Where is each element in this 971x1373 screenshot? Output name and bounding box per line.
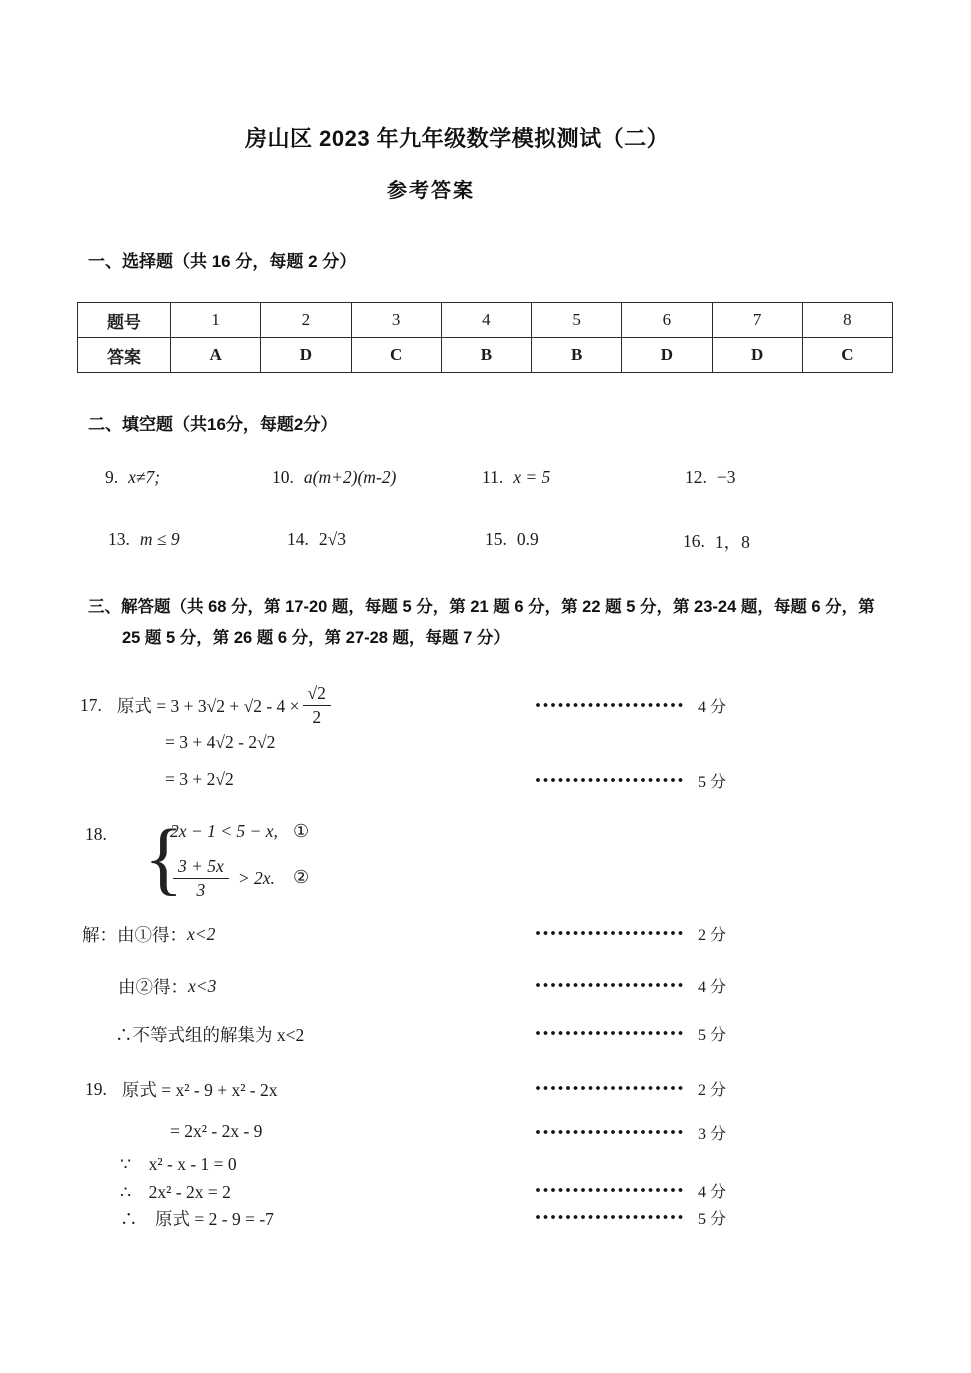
fill-answer-number: 9. <box>105 467 119 487</box>
equation-tag-1: ① <box>293 821 310 841</box>
problem18-score-line1 <box>535 923 726 943</box>
fill-answer-number: 13. <box>108 529 130 549</box>
score-label: 5 分 <box>698 1026 727 1044</box>
fill-answer-number: 15. <box>485 529 507 549</box>
problem19-line5: ∴ 原式 = 2 - 9 = -7 <box>120 1209 274 1229</box>
problem19-score-line1 <box>535 1078 726 1098</box>
fill-answer-number: 14. <box>287 529 309 549</box>
dotted-leader <box>535 1030 685 1036</box>
table-row-answers <box>78 338 893 373</box>
fill-answer-value: a(m+2)(m-2) <box>303 467 397 487</box>
answer-cell: C <box>351 338 441 373</box>
section3-heading-line2: 25 题 5 分，第 26 题 6 分，第 27-28 题，每题 7 分） <box>122 629 510 647</box>
fill-answer-value: −3 <box>716 467 736 487</box>
fraction-numerator: √2 <box>303 683 331 705</box>
left-brace: { <box>144 812 184 903</box>
problem18-inequality2 <box>170 852 275 904</box>
fraction-denominator: 3 <box>196 879 206 900</box>
problem19-expression: 原式 = x² - 9 + x² - 2x <box>121 1080 278 1100</box>
fill-answer-10 <box>272 467 396 488</box>
problem17-line1 <box>80 680 334 730</box>
table-row-question-numbers <box>78 303 893 338</box>
question-number-cell: 1 <box>171 303 261 338</box>
solution-value: x<2 <box>187 924 216 944</box>
page-title: 房山区 2023 年九年级数学模拟测试（二） <box>245 126 670 151</box>
problem17-score-line1 <box>535 695 726 715</box>
fill-answer-12 <box>685 467 736 488</box>
fill-answer-14 <box>287 529 346 550</box>
question-number-cell: 3 <box>351 303 441 338</box>
question-number-cell: 5 <box>532 303 622 338</box>
choice-answer-table <box>77 302 893 373</box>
question-number-cell: 8 <box>802 303 892 338</box>
answer-cell: B <box>532 338 622 373</box>
problem18-score-line2 <box>535 975 726 995</box>
equation-tag-2: ② <box>293 867 310 887</box>
problem18-solution-line2 <box>118 974 216 999</box>
fill-answer-value: 0.9 <box>516 529 539 549</box>
fill-answer-number: 11. <box>482 467 504 487</box>
problem17-number: 17. <box>80 694 102 715</box>
page-subtitle: 参考答案 <box>387 180 475 202</box>
dotted-leader <box>535 1187 685 1193</box>
solution-label: 解：由①得： <box>82 925 187 945</box>
dotted-leader <box>535 930 685 936</box>
problem17-line2: = 3 + 4√2 - 2√2 <box>165 732 276 752</box>
problem19-line3: ∵ x² - x - 1 = 0 <box>120 1154 237 1174</box>
problem19-line1 <box>85 1077 278 1102</box>
score-label: 2 分 <box>698 926 727 944</box>
fill-answer-11 <box>482 467 550 488</box>
answer-cell: C <box>802 338 892 373</box>
fill-answer-value: 2√3 <box>318 529 346 549</box>
inequality2-rest: > 2x. <box>237 867 275 888</box>
fill-answer-number: 10. <box>272 467 294 487</box>
fraction-sqrt2-over-2 <box>303 683 331 726</box>
problem19-score-line2 <box>535 1122 726 1142</box>
fraction-3plus5x-over-3 <box>173 856 229 899</box>
problem19-score-line4 <box>535 1207 726 1227</box>
answer-cell: D <box>712 338 802 373</box>
score-label: 5 分 <box>698 1210 727 1228</box>
problem17-line3: = 3 + 2√2 <box>165 769 234 789</box>
problem18-number: 18. <box>85 824 107 844</box>
answer-cell: A <box>171 338 261 373</box>
dotted-leader <box>535 982 685 988</box>
problem17-expression: 原式 = 3 + 3√2 + √2 - 4 × <box>116 695 300 716</box>
fraction-denominator: 2 <box>312 706 322 727</box>
fill-answer-number: 16. <box>683 531 705 551</box>
dotted-leader <box>535 702 685 708</box>
question-number-cell: 4 <box>441 303 531 338</box>
fill-answer-value: x = 5 <box>513 467 551 487</box>
question-number-cell: 2 <box>261 303 351 338</box>
problem19-line4: ∴ 2x² - 2x = 2 <box>120 1182 231 1202</box>
solution-label: 由②得： <box>118 977 188 997</box>
fill-answer-13 <box>108 529 180 550</box>
score-label: 5 分 <box>698 773 727 791</box>
fill-answer-value: 1，8 <box>714 532 750 552</box>
problem19-line2: = 2x² - 2x - 9 <box>170 1121 263 1141</box>
score-label: 4 分 <box>698 978 727 996</box>
table-header-cell: 题号 <box>78 303 171 338</box>
fill-answer-value: m ≤ 9 <box>139 529 180 549</box>
section1-heading: 一、选择题（共 16 分，每题 2 分） <box>88 252 357 271</box>
problem18-inequality1: 2x − 1 < 5 − x, <box>170 821 278 841</box>
section3-heading-line1: 三、解答题（共 68 分，第 17-20 题，每题 5 分，第 21 题 6 分，第 22 题 5 分，第 23-24 题，每题 6 分，第 <box>88 598 875 616</box>
fill-answer-15 <box>485 529 539 550</box>
fill-answer-9 <box>105 467 160 488</box>
score-label: 3 分 <box>698 1125 727 1143</box>
score-label: 2 分 <box>698 1081 727 1099</box>
score-label: 4 分 <box>698 698 727 716</box>
score-label: 4 分 <box>698 1183 727 1201</box>
fill-answer-value: x≠7; <box>128 467 161 487</box>
fraction-numerator: 3 + 5x <box>173 856 229 878</box>
answer-cell: B <box>441 338 531 373</box>
question-number-cell: 7 <box>712 303 802 338</box>
problem19-score-line3 <box>535 1180 726 1200</box>
dotted-leader <box>535 1085 685 1091</box>
solution-value: x<3 <box>188 976 217 996</box>
problem19-number: 19. <box>85 1079 107 1099</box>
answer-cell: D <box>622 338 712 373</box>
answer-cell: D <box>261 338 351 373</box>
problem18-score-line3 <box>535 1023 726 1043</box>
dotted-leader <box>535 1129 685 1135</box>
problem18-conclusion: ∴不等式组的解集为 x<2 <box>115 1025 305 1045</box>
problem17-score-line2 <box>535 770 726 790</box>
fill-answer-16 <box>683 529 750 554</box>
problem18-solution-line1 <box>82 922 215 947</box>
question-number-cell: 6 <box>622 303 712 338</box>
dotted-leader <box>535 1214 685 1220</box>
table-header-cell: 答案 <box>78 338 171 373</box>
fill-answer-number: 12. <box>685 467 707 487</box>
section2-heading: 二、填空题（共16分，每题2分） <box>88 415 338 434</box>
dotted-leader <box>535 777 685 783</box>
